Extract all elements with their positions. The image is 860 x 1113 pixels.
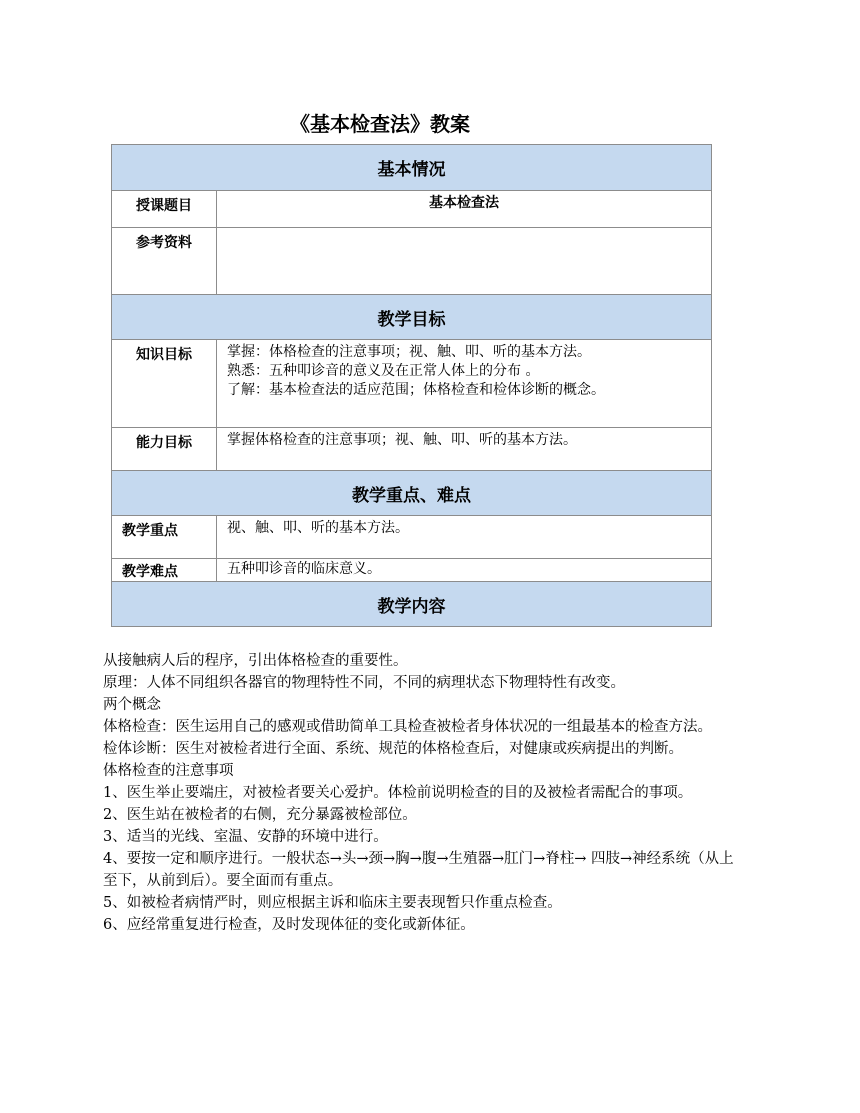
difficult-point-value: 五种叩诊音的临床意义。	[217, 559, 712, 582]
lesson-plan-table	[111, 144, 712, 627]
content-paragraph: 6、应经常重复进行检查，及时发现体征的变化或新体征。	[103, 917, 475, 933]
document-title: 《基本检查法》教案	[290, 112, 470, 136]
content-paragraph: 4、要按一定和顺序进行。一般状态→头→颈→胸→腹→生殖器→肛门→脊柱→ 四肢→神经系统（从上至下，从前到后）。要全面而有重点。	[103, 851, 734, 889]
key-point-label: 教学重点	[112, 516, 217, 559]
content-paragraph: 原理：人体不同组织各器官的物理特性不同，不同的病理状态下物理特性有改变。	[103, 675, 625, 691]
knowledge-goal-value	[217, 340, 712, 428]
content-paragraph: 5、如被检者病情严时，则应根据主诉和临床主要表现暂只作重点检查。	[103, 895, 562, 911]
content-paragraph: 体格检查的注意事项	[103, 763, 234, 779]
knowledge-goal-line: 掌握：体格检查的注意事项；视、触、叩、听的基本方法。	[227, 344, 591, 360]
knowledge-goal-label: 知识目标	[112, 340, 217, 428]
content-paragraph: 从接触病人后的程序，引出体格检查的重要性。	[103, 653, 408, 669]
reference-label: 参考资料	[112, 228, 217, 295]
section-header-content: 教学内容	[112, 582, 712, 627]
content-paragraph: 3、适当的光线、室温、安静的环境中进行。	[103, 829, 388, 845]
section-header-keypoints: 教学重点、难点	[112, 471, 712, 516]
difficult-point-label: 教学难点	[112, 559, 217, 582]
knowledge-goal-line: 熟悉：五种叩诊音的意义及在正常人体上的分布 。	[227, 363, 540, 379]
content-paragraph: 2、医生站在被检者的右侧，充分暴露被检部位。	[103, 807, 417, 823]
ability-goal-value: 掌握体格检查的注意事项；视、触、叩、听的基本方法。	[217, 428, 712, 471]
content-paragraph: 体格检查：医生运用自己的感观或借助简单工具检查被检者身体状况的一组最基本的检查方法。	[103, 719, 712, 735]
content-paragraph: 1、医生举止要端庄，对被检者要关心爱护。体检前说明检查的目的及被检者需配合的事项。	[103, 785, 693, 801]
section-header-goals: 教学目标	[112, 295, 712, 340]
knowledge-goal-line: 了解：基本检查法的适应范围；体格检查和检体诊断的概念。	[227, 382, 605, 398]
content-paragraph: 两个概念	[103, 697, 161, 713]
reference-value	[217, 228, 712, 295]
topic-label: 授课题目	[112, 191, 217, 228]
lesson-content	[103, 650, 743, 936]
ability-goal-label: 能力目标	[112, 428, 217, 471]
topic-value: 基本检查法	[217, 191, 712, 228]
section-header-basic: 基本情况	[112, 145, 712, 191]
content-paragraph: 检体诊断：医生对被检者进行全面、系统、规范的体格检查后，对健康或疾病提出的判断。	[103, 741, 683, 757]
key-point-value: 视、触、叩、听的基本方法。	[217, 516, 712, 559]
